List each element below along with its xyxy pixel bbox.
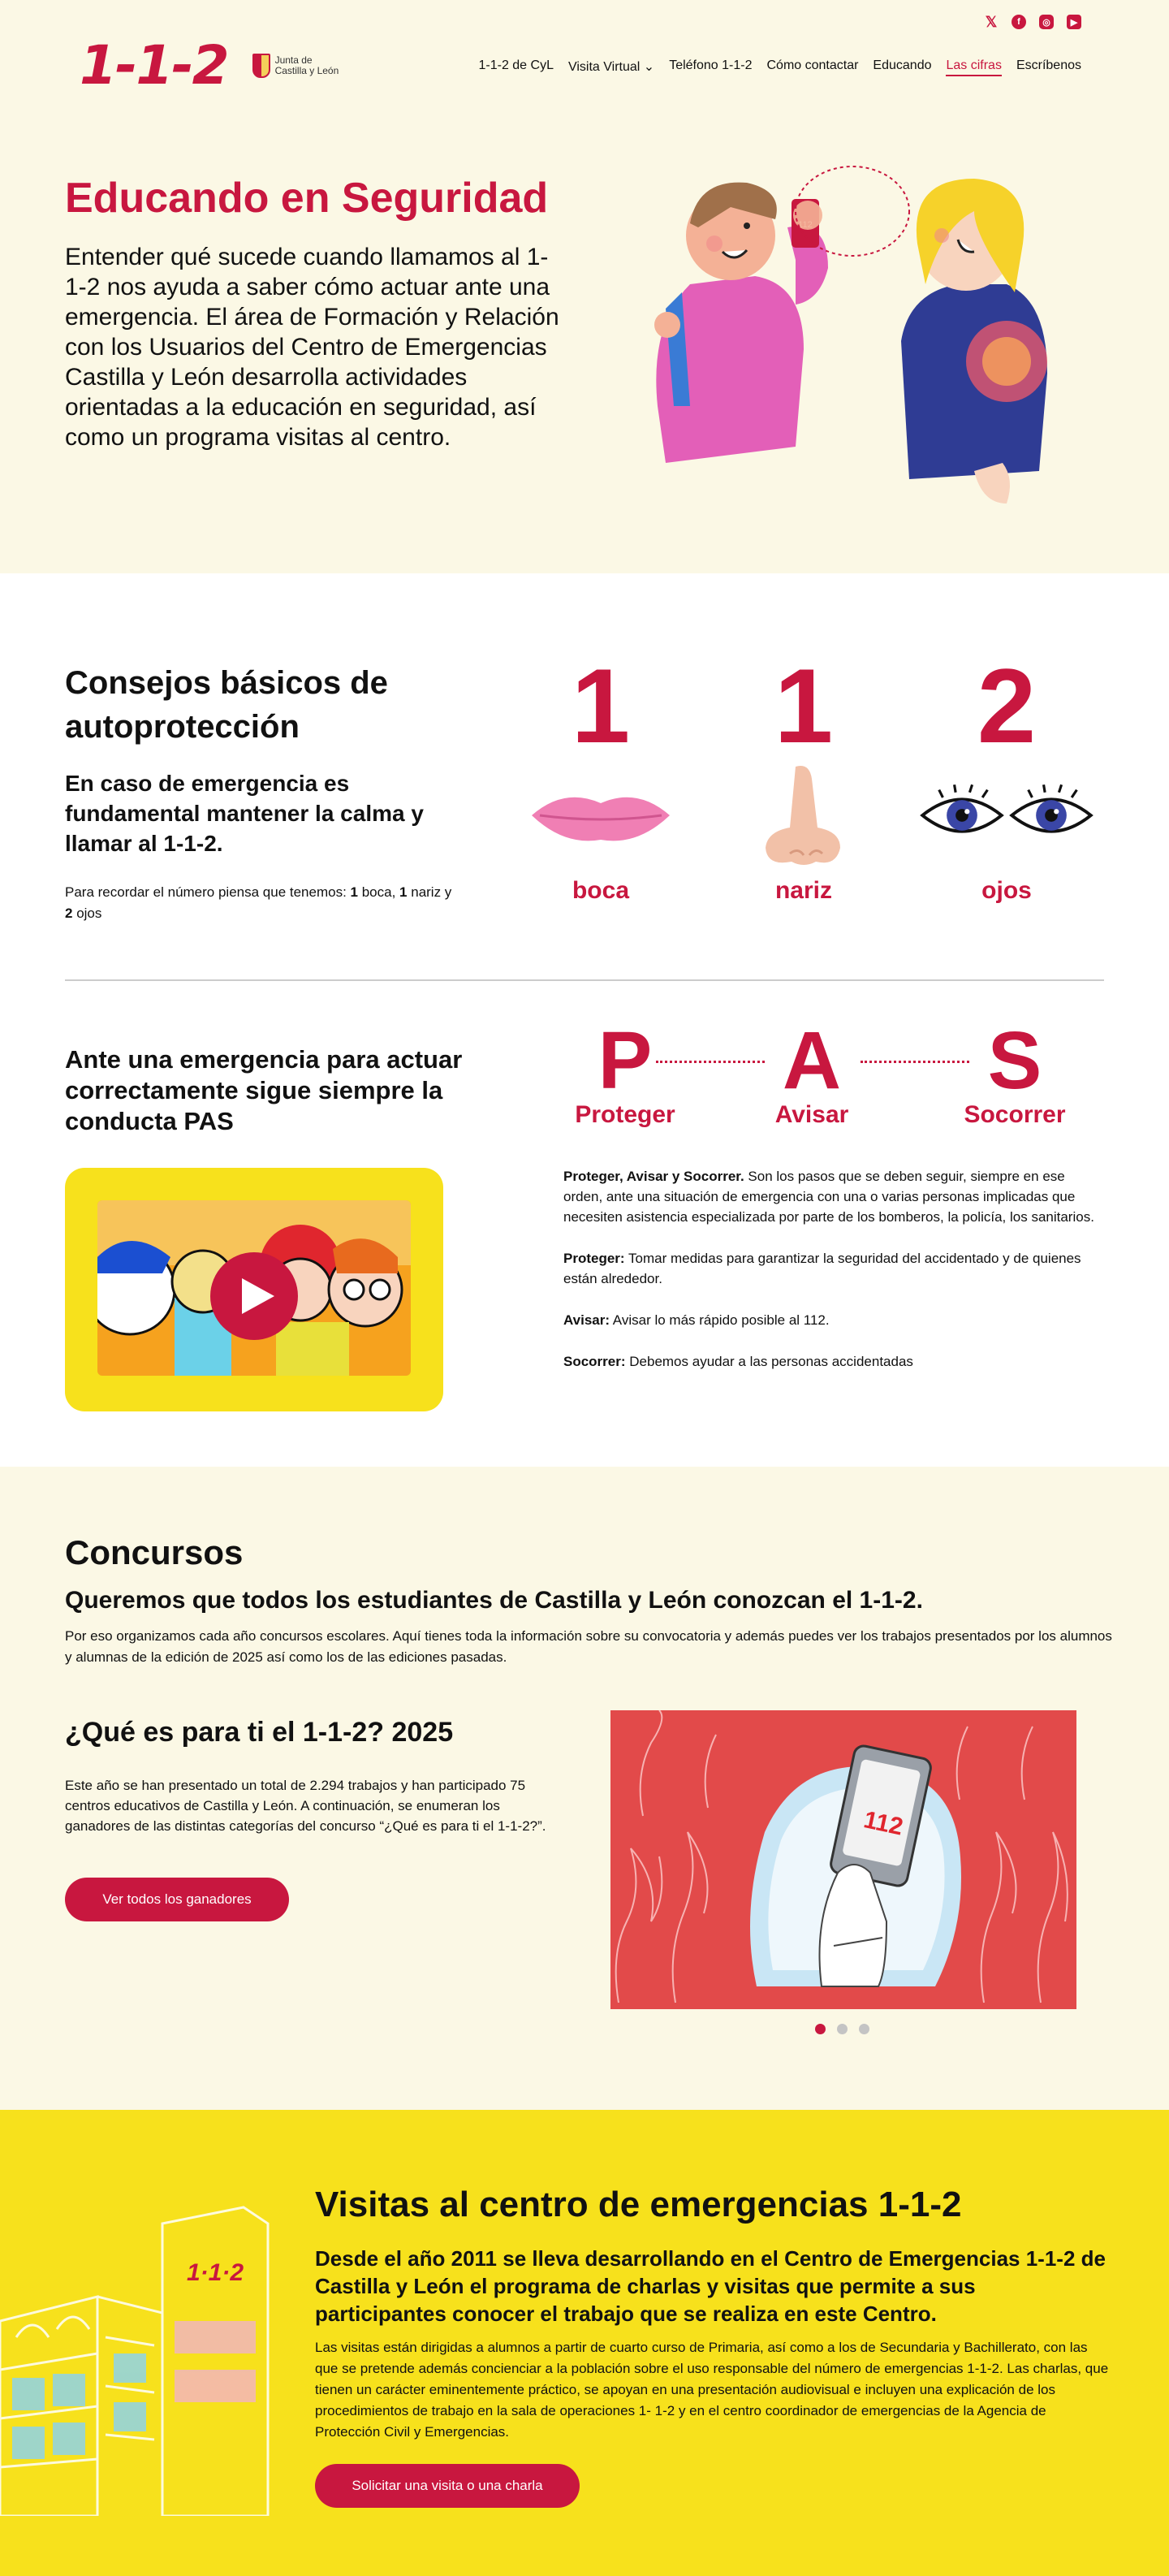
pas-description: Proteger, Avisar y Socorrer. Son los pasos que se deben seguir, siempre en ese orden, ante una situación de emergencia con una o varias personas implicadas que necesiten asistencia especializada por parte de los bomberos, la policía, los sanitarios. Proteger: Tomar medidas para garantizar la seguridad del accidentado y de quienes están alrededor. Avisar: Avisar lo más rápido posible al 112. Socorrer: Debemos ayudar a las personas accidentadas xyxy=(563,1169,1094,1369)
number-ojos: 2 ojos xyxy=(917,653,1096,905)
consejos-title: Consejos básicos de autoprotección xyxy=(65,665,388,745)
slider-dot-2[interactable] xyxy=(837,2024,848,2034)
jcyl-logo[interactable] xyxy=(252,54,339,78)
consejos-subtitle: En caso de emergencia es fundamental mantener la calma y llamar al 1-1-2. xyxy=(65,771,424,856)
concursos-desc: Por eso organizamos cada año concursos escolares. Aquí tienes toda la información sobre su convocatoria y además puedes ver los trabajos presentados por los alumnos y alumnas de la edición de 2025 así como los de las ediciones pasadas. xyxy=(65,1628,1112,1665)
hero-text: Entender qué sucede cuando llamamos al 1-1-2 nos ayuda a saber cómo actuar ante una emergencia. El área de Formación y Relación con los Usuarios del Centro de Emergencias Castilla y León desarrolla actividades orientadas a la educación en seguridad, así como un programa visitas al centro. xyxy=(65,244,559,451)
nose-icon xyxy=(714,759,893,872)
pas-graphic xyxy=(552,1015,1088,1134)
facebook-icon[interactable]: f xyxy=(1012,15,1026,29)
solicitar-visita-button[interactable]: Solicitar una visita o una charla xyxy=(315,2464,580,2508)
nav-item-cifras[interactable]: Las cifras xyxy=(946,58,1001,76)
building-112-label: 1·1·2 xyxy=(186,2259,244,2286)
eyes-icon xyxy=(917,759,1096,872)
main-nav xyxy=(478,58,1081,76)
slider-dot-3[interactable] xyxy=(859,2024,869,2034)
site-header xyxy=(0,0,1169,106)
contest-year-desc: Este año se han presentado un total de 2.294 trabajos y han participado 75 centros educativos de Castilla y León. A continuación, se enumeran los ganadores de las distintas categorías del concurso “¿Qué es para ti el 1-1-2?”. xyxy=(65,1778,546,1834)
instagram-icon[interactable]: ◎ xyxy=(1039,15,1054,29)
hero-section xyxy=(0,106,1169,573)
video-card[interactable] xyxy=(65,1168,443,1411)
consejos-section xyxy=(0,573,1169,1467)
nav-item-telefono[interactable]: Teléfono 1-1-2 xyxy=(669,58,753,72)
jcyl-line1: Junta de xyxy=(274,54,313,66)
visitas-title: Visitas al centro de emergencias 1-1-2 xyxy=(315,2185,962,2224)
pas-avisar: A Avisar xyxy=(774,1015,849,1128)
concursos-section xyxy=(0,1467,1169,2110)
logo[interactable] xyxy=(80,34,339,97)
slider-dot-1[interactable] xyxy=(815,2024,826,2034)
youtube-icon[interactable]: ▶ xyxy=(1067,15,1081,29)
mouth-icon xyxy=(511,759,690,872)
hero-illustration xyxy=(633,162,1088,520)
concursos-subtitle: Queremos que todos los estudiantes de Castilla y León conozcan el 1-1-2. xyxy=(65,1587,923,1614)
consejos-note: Para recordar el número piensa que tenemos: 1 boca, 1 nariz y 2 ojos xyxy=(65,884,452,921)
winner-artwork xyxy=(610,1710,1076,2009)
nav-item-educando[interactable]: Educando xyxy=(873,58,932,72)
concursos-title: Concursos xyxy=(65,1533,244,1571)
hero-title: Educando en Seguridad xyxy=(65,175,549,222)
nav-item-112-cyl[interactable]: 1-1-2 de CyL xyxy=(478,58,554,72)
pas-title: Ante una emergencia para actuar correctamente sigue siempre la conducta PAS xyxy=(65,1045,463,1135)
contest-year-title: ¿Qué es para ti el 1-1-2? 2025 xyxy=(65,1717,454,1748)
visitas-section xyxy=(0,2110,1169,2576)
slider-dots xyxy=(815,2024,869,2034)
number-nariz: 1 nariz xyxy=(714,653,893,905)
social-links xyxy=(984,15,1081,29)
logo-112[interactable]: 1-1-2 xyxy=(80,34,228,97)
ver-ganadores-button[interactable]: Ver todos los ganadores xyxy=(65,1878,289,1921)
section-divider xyxy=(65,979,1104,981)
jcyl-line2: Castilla y León xyxy=(274,65,339,76)
number-boca: 1 boca xyxy=(511,653,690,905)
pas-proteger: P Proteger xyxy=(575,1015,675,1128)
visitas-subtitle: Desde el año 2011 se lleva desarrollando en el Centro de Emergencias 1-1-2 de Castilla y León el programa de charlas y visitas que permite a sus participantes conocer el trabajo que se realiza en este Centro. xyxy=(315,2246,1106,2326)
x-icon[interactable]: 𝕏 xyxy=(985,13,998,30)
winners-slider[interactable] xyxy=(610,1710,1076,2009)
shield-icon xyxy=(252,54,270,78)
phone-112-label: 112 xyxy=(861,1806,906,1841)
building-illustration xyxy=(0,2175,292,2516)
nav-item-contactar[interactable]: Cómo contactar xyxy=(766,58,859,72)
nav-item-escribenos[interactable]: Escríbenos xyxy=(1016,58,1081,72)
play-icon[interactable] xyxy=(209,1252,299,1342)
nav-item-visita-virtual[interactable]: Visita Virtual ⌄ xyxy=(567,60,655,74)
pas-socorrer: S Socorrer xyxy=(964,1015,1066,1128)
numbers-graphic xyxy=(511,646,1112,913)
visitas-desc: Las visitas están dirigidas a alumnos a partir de cuarto curso de Primaria, así como a los de Secundaria y Bachillerato, con las que se pretende además concienciar a la población sobre el uso responsable del número de emergencias 1-1-2. Las charlas, que tienen un carácter eminentemente práctico, se apoyan en una presentación audiovisual e incluyen una explicación de los procedimientos de trabajo en la sala de operaciones 1- 1-2 y en el centro coordinador de emergencias de la Agencia de Protección Civil y Emergencias. xyxy=(315,2340,1109,2440)
